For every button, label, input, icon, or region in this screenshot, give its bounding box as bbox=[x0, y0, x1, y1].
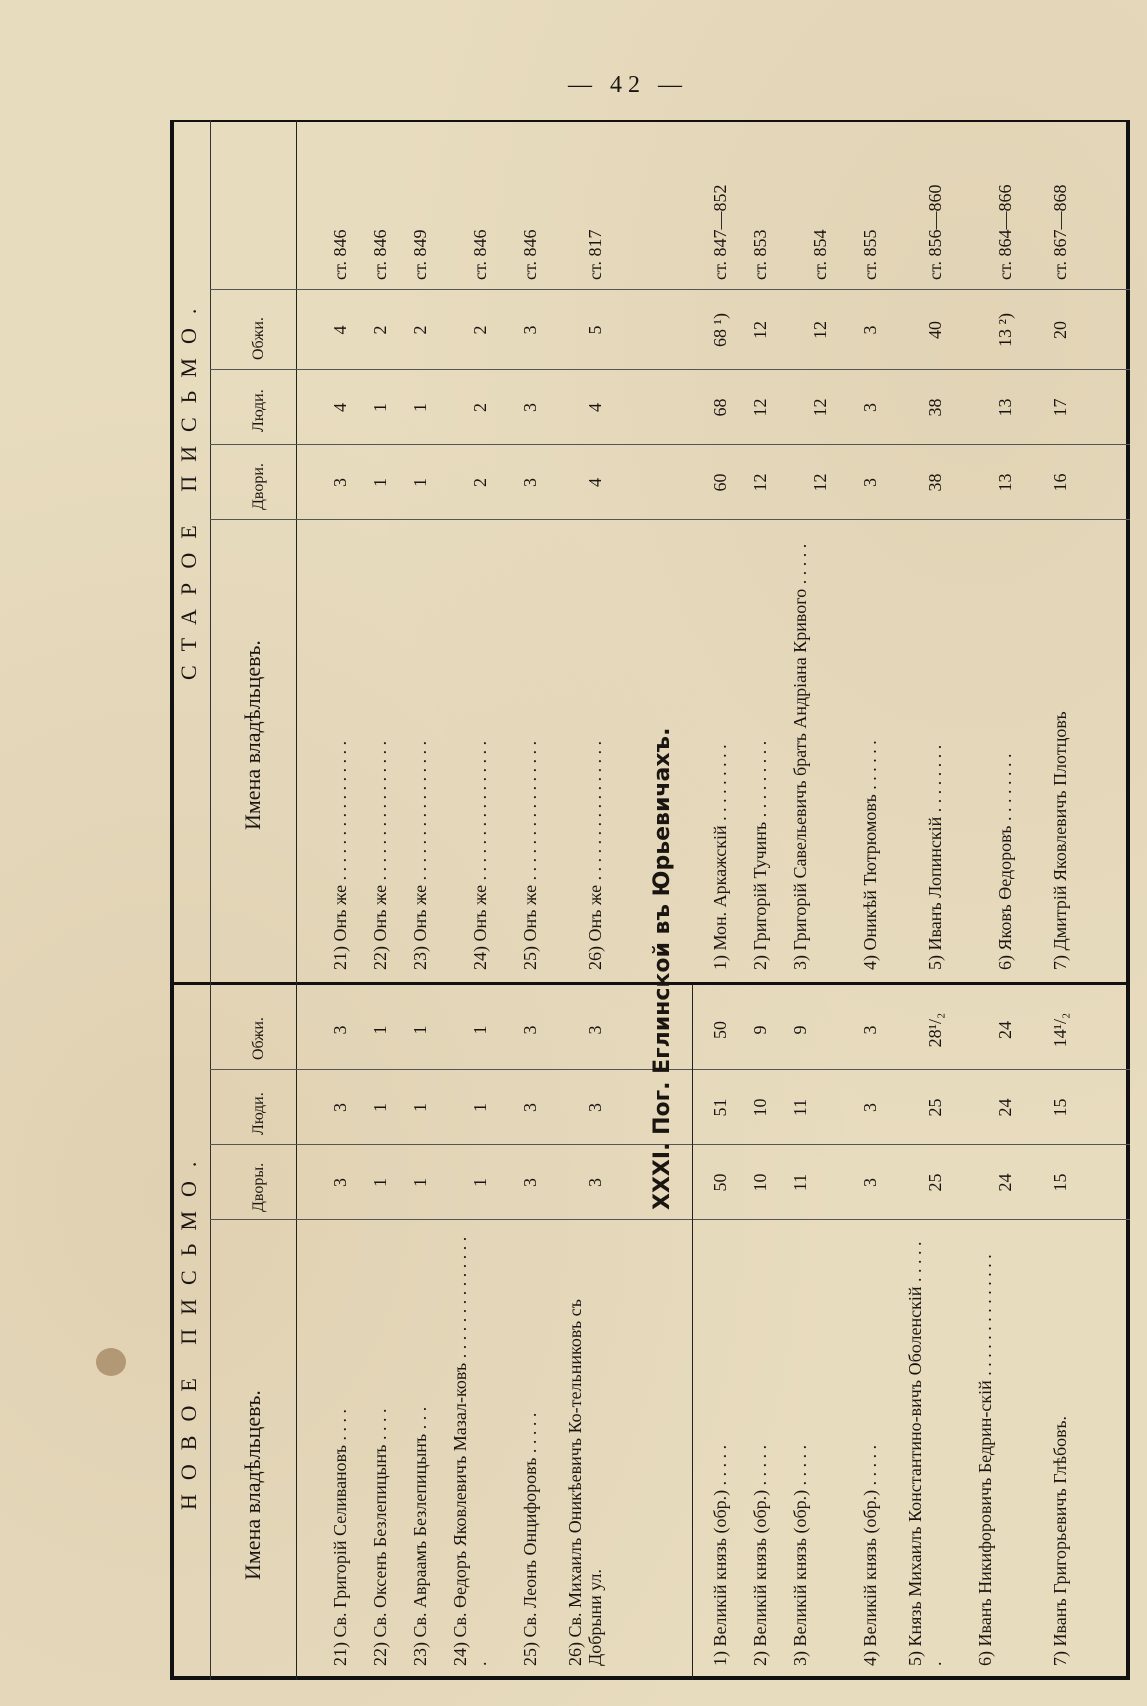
lyudi-value: 1 bbox=[470, 1103, 490, 1112]
reference: ст. 846 bbox=[520, 229, 540, 280]
obzhi-value: 12 bbox=[750, 321, 770, 339]
reference: ст. 854 bbox=[810, 229, 830, 280]
lyudi-value: 1 bbox=[370, 403, 390, 412]
old-owner: 1) Мон. Аркажскій . . . . . . . . . bbox=[710, 744, 730, 970]
new-owner: 4) Великій князь (обр.) . . . . . bbox=[860, 1444, 880, 1666]
obzhi-value: 4 bbox=[330, 325, 350, 335]
lyudi-value: 4 bbox=[585, 403, 605, 412]
old-owner: 26) Онъ же . . . . . . . . . . . . . . . . bbox=[585, 740, 605, 970]
dvori-value: 4 bbox=[585, 478, 605, 487]
dvory-value: 50 bbox=[710, 1173, 730, 1192]
obzhi-value: 2 bbox=[470, 325, 490, 335]
obzhi-value: 24 bbox=[995, 1021, 1015, 1039]
lyudi-value: 15 bbox=[1050, 1098, 1070, 1117]
new-owner: 23) Св. Авраамъ Безлепицынъ . . . bbox=[410, 1406, 430, 1666]
obzhi-value: 2 bbox=[370, 325, 390, 335]
lyudi-value: 3 bbox=[520, 1103, 540, 1112]
reference: ст. 864—866 bbox=[995, 184, 1015, 280]
dvori-value: 13 bbox=[995, 473, 1015, 492]
dvori-value: 1 bbox=[410, 478, 430, 487]
old-owner: 23) Онъ же . . . . . . . . . . . . . . . . bbox=[410, 740, 430, 970]
table-row bbox=[520, 120, 560, 1680]
reference: ст. 867—868 bbox=[1050, 184, 1070, 280]
dvori-value: 3 bbox=[860, 478, 880, 487]
dvory-value: 25 bbox=[925, 1173, 945, 1192]
table-row bbox=[790, 120, 850, 1680]
dvori-value: 60 bbox=[710, 473, 730, 492]
lyudi-value: 3 bbox=[860, 403, 880, 412]
dvory-value: 1 bbox=[470, 1178, 490, 1187]
section-title: XXXI. Пог. Еглинской въ Юрьевичахъ. bbox=[650, 727, 675, 1210]
reference: ст. 817 bbox=[585, 229, 605, 280]
lyudi-value: 17 bbox=[1050, 398, 1070, 417]
paper-stain bbox=[96, 1348, 126, 1376]
dvori-value: 3 bbox=[520, 478, 540, 487]
table-row bbox=[1050, 120, 1090, 1680]
dvori-value: 3 bbox=[330, 478, 350, 487]
table-row bbox=[370, 120, 410, 1680]
obzhi-value: 50 bbox=[710, 1021, 730, 1039]
table-row bbox=[450, 120, 510, 1680]
lyudi-value: 4 bbox=[330, 403, 350, 412]
old-owner: 22) Онъ же . . . . . . . . . . . . . . . . bbox=[370, 740, 390, 970]
lyudi-value: 12 bbox=[810, 398, 830, 417]
obzhi-value: 13 ²) bbox=[995, 313, 1015, 347]
reference: ст. 847—852 bbox=[710, 184, 730, 280]
table-row bbox=[860, 120, 900, 1680]
obzhi-value: 1 bbox=[370, 1025, 390, 1035]
lyudi-value: 10 bbox=[750, 1098, 770, 1117]
reference: ст. 855 bbox=[860, 229, 880, 280]
col-dvori-right: Двори. bbox=[250, 463, 267, 510]
lyudi-value: 3 bbox=[520, 403, 540, 412]
lyudi-value: 11 bbox=[790, 1098, 810, 1117]
dvory-value: 1 bbox=[370, 1178, 390, 1187]
new-owner: 24) Св. Өедоръ Яковлевичъ Мазал-ковъ . . . . . . . . . . . . . . . bbox=[450, 1236, 490, 1666]
obzhi-value: 68 ¹) bbox=[710, 313, 730, 347]
reference: ст. 846 bbox=[470, 229, 490, 280]
rotated-table bbox=[170, 120, 1130, 1680]
obzhi-value: 3 bbox=[330, 1025, 350, 1035]
obzhi-value: 20 bbox=[1050, 321, 1070, 339]
dvori-value: 2 bbox=[470, 478, 490, 487]
table-row bbox=[975, 120, 1035, 1680]
obzhi-value: 12 bbox=[810, 321, 830, 339]
old-owner: 3) Григорій Савельевичъ братъ Андріана Кривого . . . . . bbox=[790, 543, 810, 970]
obzhi-value: 1 bbox=[470, 1025, 490, 1035]
col-lyudi-left: Люди. bbox=[250, 1092, 267, 1135]
old-owner: 4) Оникѣй Тютрюмовъ . . . . . . bbox=[860, 740, 880, 970]
old-owner: 6) Яковъ Өедоровъ . . . . . . . . bbox=[995, 753, 1015, 970]
new-owner: 6) Иванъ Никифоровичъ Бедрин-скій . . . . . . . . . . . . . . bbox=[975, 1254, 995, 1666]
lyudi-value: 68 bbox=[710, 398, 730, 417]
col-obzhi-right: Обжи. bbox=[250, 317, 267, 360]
lyudi-value: 3 bbox=[585, 1103, 605, 1112]
obzhi-value: 3 bbox=[860, 1025, 880, 1035]
lyudi-value: 3 bbox=[860, 1103, 880, 1112]
new-owner: 5) Князь Михаилъ Константино-вичъ Оболенскій . . . . . . bbox=[905, 1241, 945, 1666]
owners-header-right: Имена владѣльцевъ. bbox=[240, 640, 265, 830]
reference: ст. 846 bbox=[330, 229, 350, 280]
obzhi-value: 28¹/₂ bbox=[925, 1012, 945, 1048]
lyudi-value: 25 bbox=[925, 1098, 945, 1117]
reference: ст. 849 bbox=[410, 229, 430, 280]
dvory-value: 3 bbox=[520, 1178, 540, 1187]
old-owner: 24) Онъ же . . . . . . . . . . . . . . . . bbox=[470, 740, 490, 970]
obzhi-value: 9 bbox=[790, 1025, 810, 1035]
dvori-value: 12 bbox=[810, 473, 830, 492]
old-owner: 25) Онъ же . . . . . . . . . . . . . . . . bbox=[520, 740, 540, 970]
dvory-value: 3 bbox=[860, 1178, 880, 1187]
new-owner: 1) Великій князь (обр.) . . . . . bbox=[710, 1444, 730, 1666]
dvory-value: 15 bbox=[1050, 1173, 1070, 1192]
reference: ст. 853 bbox=[750, 229, 770, 280]
dvory-value: 10 bbox=[750, 1173, 770, 1192]
lyudi-value: 13 bbox=[995, 398, 1015, 417]
table-row bbox=[905, 120, 965, 1680]
new-owner: 7) Иванъ Григорьевичъ Глѣбовъ. bbox=[1050, 1415, 1070, 1666]
new-owner: 26) Св. Михаилъ Оникѣевичъ Ко-тельниковъ съ Добрыни ул. bbox=[565, 1299, 605, 1666]
page-number: — 42 — bbox=[568, 72, 688, 98]
obzhi-value: 3 bbox=[520, 325, 540, 335]
obzhi-value: 40 bbox=[925, 321, 945, 339]
dvori-value: 12 bbox=[750, 473, 770, 492]
dvori-value: 1 bbox=[370, 478, 390, 487]
lyudi-value: 1 bbox=[410, 1103, 430, 1112]
section-rule bbox=[692, 985, 693, 1680]
header-rule bbox=[296, 120, 297, 1680]
new-owner: 25) Св. Леонъ Онцифоровъ . . . . . bbox=[520, 1412, 540, 1666]
dvory-value: 11 bbox=[790, 1173, 810, 1192]
old-owner: 5) Иванъ Лопинскій . . . . . . . . bbox=[925, 744, 945, 970]
col-lyudi-right: Люди. bbox=[250, 389, 267, 432]
dvory-value: 1 bbox=[410, 1178, 430, 1187]
lyudi-value: 12 bbox=[750, 398, 770, 417]
lyudi-value: 51 bbox=[710, 1098, 730, 1117]
obzhi-value: 9 bbox=[750, 1025, 770, 1035]
old-writing-title: СТАРОЕ ПИСЬМО. bbox=[176, 294, 201, 680]
table-row bbox=[750, 120, 790, 1680]
obzhi-value: 1 bbox=[410, 1025, 430, 1035]
old-owner: 21) Онъ же . . . . . . . . . . . . . . . . bbox=[330, 740, 350, 970]
dvory-value: 3 bbox=[585, 1178, 605, 1187]
lyudi-value: 38 bbox=[925, 398, 945, 417]
old-owner: 2) Григорій Тучинъ . . . . . . . . . bbox=[750, 740, 770, 970]
obzhi-value: 3 bbox=[585, 1025, 605, 1035]
table-row bbox=[410, 120, 450, 1680]
old-owner: 7) Дмитрій Яковлевичъ Плотцовъ bbox=[1050, 711, 1070, 970]
lyudi-value: 1 bbox=[410, 403, 430, 412]
obzhi-value: 14¹/₂ bbox=[1050, 1012, 1070, 1048]
new-writing-title: НОВОЕ ПИСЬМО. bbox=[176, 1147, 201, 1510]
new-owner: 3) Великій князь (обр.) . . . . . bbox=[790, 1444, 810, 1666]
new-owner: 21) Св. Григорій Селивановъ . . . . bbox=[330, 1408, 350, 1666]
table-row bbox=[565, 120, 625, 1680]
obzhi-value: 2 bbox=[410, 325, 430, 335]
owners-header-left: Имена владѣльцевъ. bbox=[240, 1390, 265, 1580]
lyudi-value: 2 bbox=[470, 403, 490, 412]
obzhi-value: 3 bbox=[520, 1025, 540, 1035]
reference: ст. 856—860 bbox=[925, 184, 945, 280]
dvori-value: 38 bbox=[925, 473, 945, 492]
obzhi-value: 3 bbox=[860, 325, 880, 335]
dvori-value: 16 bbox=[1050, 473, 1070, 492]
col-obzhi-left: Обжи. bbox=[250, 1017, 267, 1060]
dvory-value: 3 bbox=[330, 1178, 350, 1187]
reference: ст. 846 bbox=[370, 229, 390, 280]
new-owner: 2) Великій князь (обр.) . . . . . bbox=[750, 1444, 770, 1666]
new-owner: 22) Св. Оксенъ Безлепицынъ . . . . bbox=[370, 1408, 390, 1666]
col-dvory-left: Дворы. bbox=[250, 1162, 267, 1212]
dvory-value: 24 bbox=[995, 1173, 1015, 1192]
lyudi-value: 3 bbox=[330, 1103, 350, 1112]
lyudi-value: 1 bbox=[370, 1103, 390, 1112]
lyudi-value: 24 bbox=[995, 1098, 1015, 1117]
table-row bbox=[710, 120, 750, 1680]
table-row bbox=[330, 120, 370, 1680]
obzhi-value: 5 bbox=[585, 325, 605, 335]
